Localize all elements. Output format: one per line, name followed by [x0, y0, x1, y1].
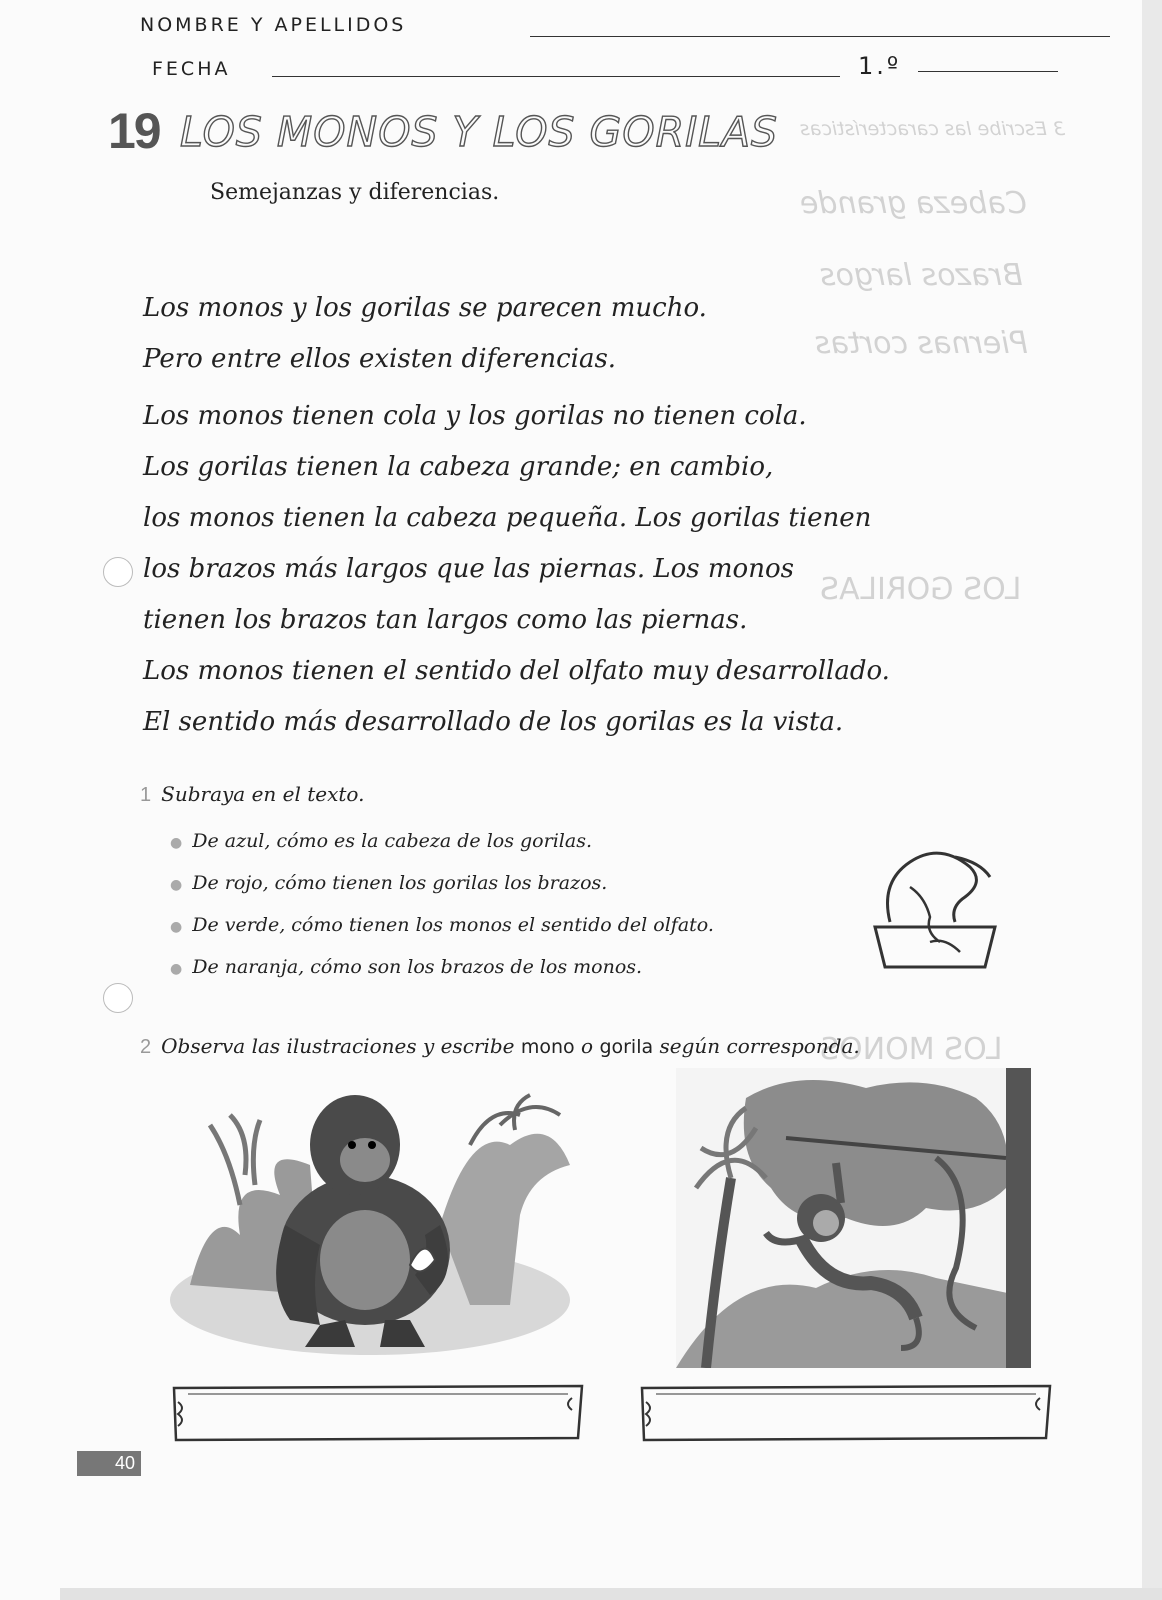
instruction-text: Observa las ilustraciones y escribe — [161, 1034, 521, 1058]
item-text: De naranja, cómo son los brazos de los monos. — [192, 956, 643, 978]
reading-text — [143, 283, 1063, 748]
item-text: De azul, cómo es la cabeza de los gorilas. — [192, 830, 592, 852]
page-edge-bottom — [60, 1588, 1162, 1600]
instruction-text: según corresponda. — [653, 1034, 860, 1058]
text-line: Pero entre ellos existen diferencias. — [143, 344, 617, 374]
punch-hole — [103, 557, 133, 587]
mascot-icon — [870, 842, 1010, 972]
show-through-text: Piernas cortas — [815, 326, 1028, 361]
exercise-1-item: ● De azul, cómo es la cabeza de los gorilas. — [170, 830, 592, 852]
option-mono: mono — [520, 1036, 575, 1058]
instruction-text: o — [574, 1034, 600, 1058]
exercise-number: 1 — [140, 784, 152, 806]
show-through-text: Cabeza grande — [800, 186, 1027, 221]
show-through-text: 3 Escribe las características — [800, 118, 1066, 140]
exercise-1-item: ● De naranja, cómo son los brazos de los monos. — [170, 956, 643, 978]
text-line: El sentido más desarrollado de los gorilas es la vista. — [143, 707, 844, 737]
show-through-text: LOS MONOS — [820, 1032, 1003, 1067]
grade-label: 1.º — [858, 52, 902, 80]
monkey-illustration — [676, 1068, 1031, 1368]
name-label: NOMBRE Y APELLIDOS — [140, 14, 407, 36]
answer-strip-gorilla[interactable] — [168, 1382, 588, 1444]
gorilla-illustration — [170, 1085, 590, 1360]
text-line: los brazos más largos que las piernas. Los monos — [143, 554, 794, 584]
show-through-text: Brazos largos — [820, 258, 1023, 293]
name-line[interactable] — [530, 36, 1110, 37]
item-text: De rojo, cómo tienen los gorilas los brazos. — [192, 872, 608, 894]
page-number: 40 — [77, 1451, 141, 1476]
answer-strip-mono[interactable] — [636, 1382, 1056, 1444]
text-line: Los monos tienen el sentido del olfato muy desarrollado. — [143, 656, 890, 686]
text-line: tienen los brazos tan largos como las piernas. — [143, 605, 748, 635]
grade-line[interactable] — [918, 71, 1058, 72]
item-text: De verde, cómo tienen los monos el sentido del olfato. — [192, 914, 714, 936]
page-edge-right — [1142, 0, 1162, 1600]
text-line: Los monos tienen cola y los gorilas no tienen cola. — [143, 401, 807, 431]
unit-number: 19 — [108, 103, 160, 159]
exercise-1-item: ● De rojo, cómo tienen los gorilas los brazos. — [170, 872, 608, 894]
exercise-number: 2 — [140, 1036, 152, 1058]
instruction-text: Subraya en el texto. — [161, 782, 365, 806]
exercise-2-instruction — [140, 1034, 860, 1059]
unit-title: LOS MONOS Y LOS GORILAS — [180, 108, 779, 156]
text-line: los monos tienen la cabeza pequeña. Los gorilas tienen — [143, 503, 872, 533]
subtitle: Semejanzas y diferencias. — [210, 180, 500, 205]
exercise-1-item: ● De verde, cómo tienen los monos el sentido del olfato. — [170, 914, 714, 936]
exercise-1-instruction — [140, 782, 364, 807]
text-line: Los monos y los gorilas se parecen mucho. — [143, 293, 707, 323]
punch-hole — [103, 983, 133, 1013]
date-label: FECHA — [152, 58, 231, 80]
option-gorila: gorila — [599, 1036, 654, 1058]
text-line: Los gorilas tienen la cabeza grande; en cambio, — [143, 452, 774, 482]
show-through-text: LOS GORILAS — [820, 572, 1022, 607]
date-line[interactable] — [272, 76, 840, 77]
